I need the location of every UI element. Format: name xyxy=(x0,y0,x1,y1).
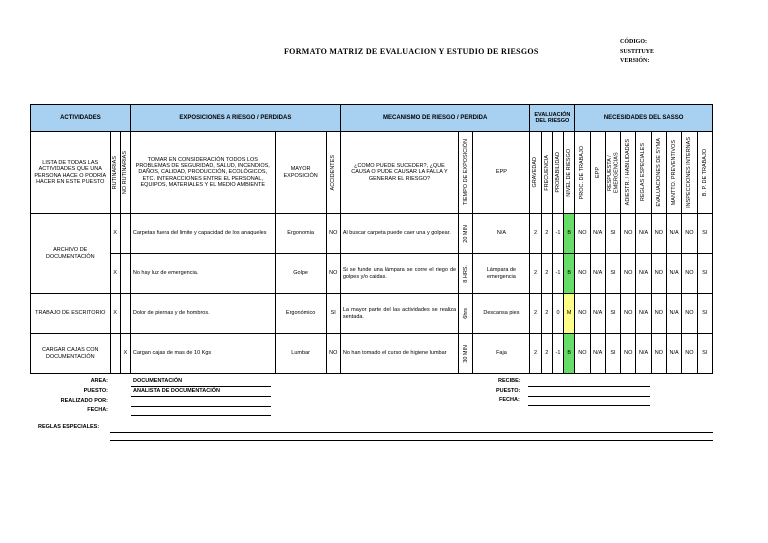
need-cell: NO xyxy=(682,294,697,334)
subheader-epp: EPP xyxy=(473,132,530,214)
subheader-bp: B. P. DE TRABAJO xyxy=(701,148,708,197)
subheader-no-rutinarias: NO RUTINARIAS xyxy=(122,150,129,195)
probabilidad-cell: -1 xyxy=(552,214,563,254)
need-cell: NO xyxy=(682,254,697,294)
fecha-line xyxy=(131,415,271,416)
need-cell: N/A xyxy=(636,334,651,374)
subheader-proc: PROC. DE TRABAJO xyxy=(579,145,586,200)
need-cell: N/A xyxy=(666,294,681,334)
reglas-line-1 xyxy=(110,432,713,433)
exposure-cell: Carpetas fuera del limite y capacidad de los anaqueles xyxy=(130,214,275,254)
puesto2-label: PUESTO: xyxy=(496,388,521,394)
epp-cell: Faja xyxy=(473,334,530,374)
nivel-cell: B xyxy=(564,334,575,374)
frecuencia-cell: 2 xyxy=(541,254,552,294)
nivel-cell: B xyxy=(564,254,575,294)
realizado-line xyxy=(131,406,271,407)
exposure-cell: Dolor de piernas y de hombros. xyxy=(130,294,275,334)
version-label: VERSIÓN: xyxy=(620,58,650,64)
gravedad-cell: 2 xyxy=(530,254,541,294)
subheader-reglas: REGLAS ESPECIALES xyxy=(640,143,647,202)
need-cell: NO xyxy=(651,334,666,374)
need-cell: NO xyxy=(651,294,666,334)
need-cell: NO xyxy=(575,214,590,254)
need-cell: SI xyxy=(697,214,712,254)
nivel-cell: M xyxy=(564,294,575,334)
area-value: DOCUMENTACIÓN xyxy=(133,378,183,384)
need-cell: NO xyxy=(575,334,590,374)
epp-cell: Descansa pies xyxy=(473,294,530,334)
mayor-cell: Lumbar xyxy=(275,334,326,374)
mechanism-cell: No han tomado el curso de higiene lumbar xyxy=(340,334,458,374)
header-exposiciones: EXPOSICIONES A RIESGO / PERDIDAS xyxy=(130,105,340,132)
header-necesidades: NECESIDADES DEL SASSO xyxy=(575,105,713,132)
probabilidad-cell: -1 xyxy=(552,334,563,374)
no-rutinaria-cell xyxy=(120,254,130,294)
puesto-value: ANALISTA DE DOCUMENTACIÓN xyxy=(133,388,220,394)
need-cell: NO xyxy=(682,334,697,374)
subheader-tiempo: TIEMPO DE EXPOSICIÓN xyxy=(462,139,469,206)
need-cell: N/A xyxy=(590,334,605,374)
recibe-line xyxy=(528,386,650,387)
gravedad-cell: 2 xyxy=(530,334,541,374)
rutinaria-cell: X xyxy=(110,214,120,254)
subheader-respuesta: RESPUESTA / EMERGENCIAS xyxy=(606,152,619,193)
subheader-nivel: NIVEL DE RIESGO xyxy=(566,148,573,197)
exposure-cell: Cargan cajas de mas de 10 Kgs xyxy=(130,334,275,374)
need-cell: SI xyxy=(605,214,620,254)
gravedad-cell: 2 xyxy=(530,294,541,334)
subheader-accidentes: ACCIDENTES xyxy=(330,154,337,191)
accident-cell: NO xyxy=(326,254,340,294)
activity-cell: ARCHIVO DE DOCUMENTACIÓN xyxy=(31,214,111,294)
risk-matrix-table xyxy=(30,104,713,374)
need-cell: N/A xyxy=(636,214,651,254)
gravedad-cell: 2 xyxy=(530,214,541,254)
mayor-cell: Golpe xyxy=(275,254,326,294)
probabilidad-cell: -1 xyxy=(552,254,563,294)
subheader-mayor: MAYOR EXPOSICIÓN xyxy=(275,132,326,214)
need-cell: SI xyxy=(605,254,620,294)
need-cell: NO xyxy=(651,254,666,294)
subheader-evaluaciones: EVALUACIONES DE SYMA xyxy=(655,138,662,207)
area-line xyxy=(131,386,271,387)
reglas-label: REGLAS ESPECIALES: xyxy=(38,424,100,430)
accident-cell: NO xyxy=(326,334,340,374)
activity-cell: TRABAJO DE ESCRITORIO xyxy=(31,294,111,334)
table-row xyxy=(31,214,713,254)
fecha2-line xyxy=(528,405,650,406)
need-cell: N/A xyxy=(590,294,605,334)
need-cell: N/A xyxy=(666,254,681,294)
page-title: FORMATO MATRIZ DE EVALUACION Y ESTUDIO DE RIESGOS xyxy=(284,47,539,56)
subheader-adiestr: ADIESTR. / HABILIDADES xyxy=(625,139,632,206)
subheader-como: ¿COMO PUEDE SUCEDER?, ¿QUE CAUSA O PUDE CAUSAR LA FALLA Y GENERAR EL RIESGO? xyxy=(340,132,458,214)
mechanism-cell: Si se funde una lámpara se corre el riego de golpes y/o caidas. xyxy=(340,254,458,294)
need-cell: NO xyxy=(621,294,636,334)
subheader-epp2: EPP xyxy=(594,166,601,178)
frecuencia-cell: 2 xyxy=(541,214,552,254)
subheader-rutinarias: RUTINARIAS xyxy=(111,155,118,190)
frecuencia-cell: 2 xyxy=(541,294,552,334)
subheader-tomar: TOMAR EN CONSIDERACIÓN TODOS LOS PROBLEMAS DE SEGURIDAD, SALUD, INCENDIOS, DAÑOS, CALIDAD, PRODUCCIÓN, ECOLÓGICOS, ETC. INTERACCIONES ENTRE EL PERSONAL, EQUIPOS, MATERIALES Y EL MEDIO AMBIENTE xyxy=(130,132,275,214)
time-cell: 6hrs xyxy=(462,308,469,319)
header-mecanismo: MECANISMO DE RIESGO / PERDIDA xyxy=(340,105,530,132)
realizado-label: REALIZADO POR: xyxy=(60,398,108,404)
need-cell: SI xyxy=(605,294,620,334)
fecha2-label: FECHA: xyxy=(499,397,520,403)
probabilidad-cell: 0 xyxy=(552,294,563,334)
reglas-line-2 xyxy=(110,440,713,441)
epp-cell: Lámpara de emergencia xyxy=(473,254,530,294)
need-cell: SI xyxy=(697,294,712,334)
subheader-lista: LISTA DE TODAS LAS ACTIVIDADES QUE UNA PERSONA HACE O PODRÍA HACER EN ESTE PUESTO xyxy=(31,132,111,214)
mechanism-cell: La mayor parte del las actividades se realiza sentada. xyxy=(340,294,458,334)
need-cell: N/A xyxy=(666,214,681,254)
mechanism-cell: Al buscar carpeta puede caer una y golpear. xyxy=(340,214,458,254)
need-cell: N/A xyxy=(666,334,681,374)
puesto2-line xyxy=(528,396,650,397)
need-cell: NO xyxy=(651,214,666,254)
need-cell: SI xyxy=(697,254,712,294)
no-rutinaria-cell: X xyxy=(120,334,130,374)
subheader-probabilidad: PROBABILIDAD xyxy=(554,152,561,193)
codigo-label: CÓDIGO: xyxy=(620,39,647,45)
need-cell: NO xyxy=(621,254,636,294)
time-cell: 8 HRS. xyxy=(462,264,469,283)
table-row xyxy=(31,334,713,374)
no-rutinaria-cell xyxy=(120,294,130,334)
sustituye-label: SUSTITUYE xyxy=(620,49,655,55)
recibe-label: RECIBE: xyxy=(498,378,521,384)
fecha-label: FECHA: xyxy=(87,407,108,413)
rutinaria-cell xyxy=(110,334,120,374)
time-cell: 30 MIN xyxy=(462,344,469,363)
table-row xyxy=(31,254,713,294)
rutinaria-cell: X xyxy=(110,254,120,294)
need-cell: N/A xyxy=(636,294,651,334)
puesto-label: PUESTO: xyxy=(83,388,108,394)
subheader-mantto: MANTTO. PREVENTIVOS xyxy=(670,139,677,206)
puesto-line xyxy=(131,396,271,397)
accident-cell: NO xyxy=(326,214,340,254)
need-cell: NO xyxy=(575,294,590,334)
need-cell: NO xyxy=(621,214,636,254)
time-cell: 20 MIN xyxy=(462,224,469,243)
need-cell: SI xyxy=(605,334,620,374)
area-label: AREA: xyxy=(90,378,108,384)
activity-cell: CARGAR CAJAS CON DOCUMENTACIÓN xyxy=(31,334,111,374)
no-rutinaria-cell xyxy=(120,214,130,254)
subheader-frecuencia: FRECUENCIA xyxy=(543,154,550,191)
need-cell: NO xyxy=(621,334,636,374)
accident-cell: SI xyxy=(326,294,340,334)
need-cell: N/A xyxy=(636,254,651,294)
nivel-cell: B xyxy=(564,214,575,254)
subheader-inspecciones: INSPECCIONES INTERNAS xyxy=(686,137,693,208)
rutinaria-cell: X xyxy=(110,294,120,334)
header-actividades: ACTIVIDADES xyxy=(31,105,131,132)
frecuencia-cell: 2 xyxy=(541,334,552,374)
need-cell: SI xyxy=(697,334,712,374)
need-cell: N/A xyxy=(590,254,605,294)
need-cell: NO xyxy=(575,254,590,294)
mayor-cell: Ergonomia xyxy=(275,214,326,254)
epp-cell: N/A xyxy=(473,214,530,254)
mayor-cell: Ergonómico xyxy=(275,294,326,334)
exposure-cell: No hay luz de emergencia. xyxy=(130,254,275,294)
table-row xyxy=(31,294,713,334)
need-cell: N/A xyxy=(590,214,605,254)
header-evaluacion: EVALUACIÓN DEL RIESGO xyxy=(530,105,575,132)
subheader-gravedad: GRAVEDAD xyxy=(532,157,539,188)
need-cell: NO xyxy=(682,214,697,254)
